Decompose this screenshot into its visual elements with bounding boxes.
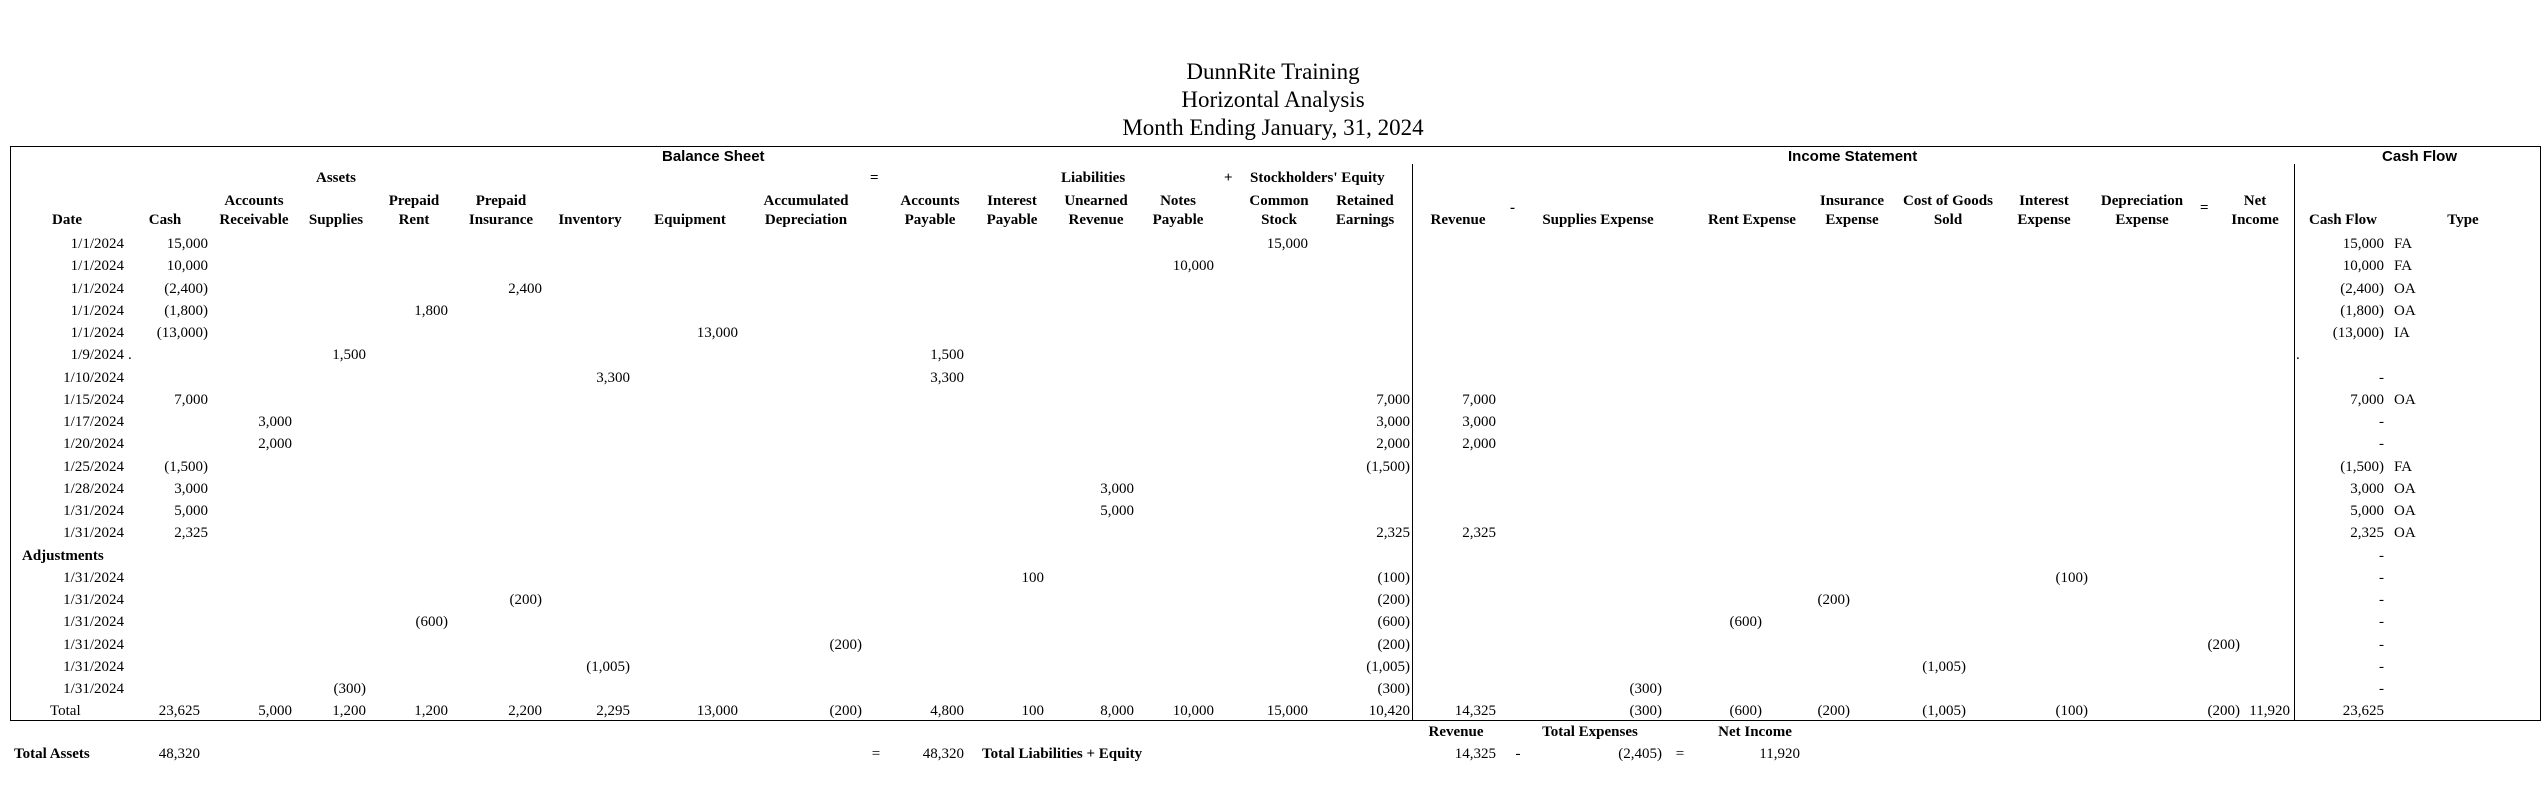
total-unearned-revenue: 8,000	[1100, 703, 1134, 720]
cell-date: 1/1/2024	[70, 258, 124, 275]
summary-equals: =	[871, 746, 881, 762]
cell-type: OA	[2394, 503, 2416, 519]
cell-insurance-expense: (200)	[1817, 592, 1850, 608]
cell-retained-earnings: (600)	[1377, 614, 1410, 631]
cell-cash: 2,325	[174, 525, 208, 542]
cell-cf: -	[2379, 658, 2384, 675]
header-notes-payable: Notes Payable	[1152, 193, 1204, 228]
summary-eq: =	[1675, 746, 1685, 762]
header-accum-dep: Accumulated Depreciation	[763, 193, 849, 228]
total-depreciation-expense: (200)	[2207, 703, 2240, 720]
cell-date: 1/25/2024	[63, 458, 124, 475]
cell-accum-dep: (200)	[829, 636, 862, 653]
cell-ap: 3,300	[930, 369, 964, 386]
cell-cash: (13,000)	[156, 325, 208, 341]
cell-cf: -	[2379, 436, 2384, 453]
header-type: Type	[2447, 212, 2479, 228]
cell-type: IA	[2394, 325, 2410, 341]
cell-revenue: 3,000	[1462, 414, 1496, 430]
cell-type: OA	[2394, 302, 2416, 319]
cell-cf: -	[2379, 614, 2384, 631]
summary-revenue-label: Revenue	[1428, 724, 1484, 740]
cell-cash: 7,000	[174, 391, 208, 408]
group-assets: Assets	[316, 170, 356, 186]
cell-cogs: (1,005)	[1922, 658, 1966, 675]
cell-cf: -	[2379, 681, 2384, 697]
totals-label: Total	[50, 703, 81, 720]
cell-cf: (1,800)	[2340, 302, 2384, 319]
cell-cf: 3,000	[2350, 480, 2384, 497]
header-ar: Accounts Receivable	[219, 193, 289, 228]
cell-retained-earnings: 7,000	[1376, 391, 1410, 408]
cell-cf: .	[2296, 347, 2300, 364]
cell-cf: (1,500)	[2340, 458, 2384, 475]
total-retained-earnings: 10,420	[1368, 703, 1410, 720]
cell-interest-expense: (100)	[2055, 569, 2088, 586]
cell-retained-earnings: 3,000	[1376, 414, 1410, 430]
cell-rent-expense: (600)	[1729, 614, 1762, 631]
total-common-stock: 15,000	[1266, 703, 1308, 720]
cell-cash: .	[128, 347, 132, 364]
total-equipment: 13,000	[696, 703, 738, 720]
header-net-income: Net Income	[2231, 193, 2279, 228]
cell-common-stock: 15,000	[1266, 236, 1308, 252]
total-revenue: 14,325	[1454, 703, 1496, 720]
total-cash: 23,625	[158, 703, 200, 720]
header-common-stock: Common Stock	[1249, 193, 1309, 228]
total-accum-dep: (200)	[829, 703, 862, 720]
cell-cash: 5,000	[174, 503, 208, 519]
total-notes-payable: 10,000	[1172, 703, 1214, 720]
cell-date: 1/31/2024	[63, 503, 124, 519]
cell-type: FA	[2394, 236, 2413, 252]
header-cash: Cash	[148, 212, 182, 228]
header-operator-eq: =	[2200, 200, 2209, 216]
group-equals: =	[870, 170, 879, 186]
header-supplies-expense: Supplies Expense	[1542, 212, 1654, 228]
cell-cf: -	[2379, 636, 2384, 653]
total-net-income: 11,920	[2249, 703, 2290, 720]
cell-type: OA	[2394, 280, 2416, 297]
cell-prepaid-insurance: (200)	[509, 592, 542, 608]
cell-ar: 3,000	[258, 414, 292, 430]
cell-cf: 2,325	[2350, 525, 2384, 542]
report-analysis-title: Horizontal Analysis	[1181, 87, 1365, 112]
total-cf: 23,625	[2342, 703, 2384, 720]
cell-date: 1/10/2024	[63, 369, 124, 386]
header-cf: Cash Flow	[2309, 212, 2377, 228]
cell-retained-earnings: (200)	[1377, 592, 1410, 608]
cell-interest-payable: 100	[1021, 569, 1044, 586]
header-revenue: Revenue	[1430, 212, 1486, 228]
cell-supplies: (300)	[333, 681, 366, 697]
cell-revenue: 2,000	[1462, 436, 1496, 453]
cell-cf: -	[2379, 369, 2384, 386]
cell-cf: (2,400)	[2340, 280, 2384, 297]
cell-equipment: 13,000	[696, 325, 738, 341]
group-plus: +	[1224, 170, 1233, 186]
total-le-value: 48,320	[922, 746, 964, 762]
total-cogs: (1,005)	[1922, 703, 1966, 720]
divider-income-cashflow	[2294, 164, 2295, 721]
cell-cf: 7,000	[2350, 391, 2384, 408]
header-supplies: Supplies	[308, 212, 364, 228]
group-equity: Stockholders' Equity	[1250, 170, 1385, 186]
total-rent-expense: (600)	[1729, 703, 1762, 720]
cell-date: 1/9/2024	[70, 347, 124, 364]
cell-cf: 10,000	[2342, 258, 2384, 275]
header-interest-payable: Interest Payable	[986, 193, 1038, 228]
summary-minus: -	[1515, 746, 1521, 762]
summary-net-income-label: Net Income	[1718, 724, 1792, 740]
cell-revenue: 2,325	[1462, 525, 1496, 542]
cell-cash: (1,500)	[164, 458, 208, 475]
cell-type: FA	[2394, 258, 2413, 275]
cell-cash: (1,800)	[164, 302, 208, 319]
cell-retained-earnings: (300)	[1377, 681, 1410, 697]
cell-cf: -	[2379, 547, 2384, 564]
adjustments-label: Adjustments	[22, 547, 104, 564]
cell-prepaid-rent: (600)	[415, 614, 448, 631]
header-insurance-expense: Insurance Expense	[1819, 193, 1885, 228]
cell-supplies: 1,500	[332, 347, 366, 364]
cell-cash: 10,000	[166, 258, 208, 275]
header-retained-earnings: Retained Earnings	[1335, 193, 1395, 228]
cell-cash: 15,000	[166, 236, 208, 252]
cell-date: 1/28/2024	[63, 480, 124, 497]
cell-date: 1/31/2024	[63, 592, 124, 608]
header-unearned-revenue: Unearned Revenue	[1064, 193, 1128, 228]
cell-date: 1/31/2024	[63, 636, 124, 653]
section-income-statement: Income Statement	[1788, 148, 1918, 165]
cell-type: FA	[2394, 458, 2413, 475]
header-prepaid-rent: Prepaid Rent	[388, 193, 440, 228]
summary-net-income-value: 11,920	[1759, 746, 1800, 762]
cell-inventory: (1,005)	[586, 658, 630, 675]
header-depreciation-expense: Depreciation Expense	[2100, 193, 2184, 228]
cell-cf: 15,000	[2342, 236, 2384, 252]
cell-retained-earnings: (100)	[1377, 569, 1410, 586]
total-prepaid-rent: 1,200	[414, 703, 448, 720]
cell-prepaid-insurance: 2,400	[508, 280, 542, 297]
cell-cash: (2,400)	[164, 280, 208, 297]
total-assets-label: Total Assets	[14, 746, 90, 762]
cell-unearned-revenue: 3,000	[1100, 480, 1134, 497]
divider-balance-income	[1412, 164, 1413, 721]
cell-retained-earnings: (200)	[1377, 636, 1410, 653]
summary-revenue-value: 14,325	[1454, 746, 1496, 762]
cell-depreciation-expense: (200)	[2207, 636, 2240, 653]
cell-date: 1/15/2024	[63, 391, 124, 408]
section-cash-flow: Cash Flow	[2382, 148, 2458, 165]
cell-ar: 2,000	[258, 436, 292, 453]
cell-type: OA	[2394, 525, 2416, 542]
cell-prepaid-rent: 1,800	[414, 302, 448, 319]
cell-cf: (13,000)	[2332, 325, 2384, 341]
cell-date: 1/20/2024	[63, 436, 124, 453]
group-liabilities: Liabilities	[1061, 170, 1126, 186]
cell-date: 1/1/2024	[70, 325, 124, 341]
cell-supplies-expense: (300)	[1629, 681, 1662, 697]
total-assets-value: 48,320	[158, 746, 200, 762]
header-equipment: Equipment	[654, 212, 726, 228]
total-prepaid-insurance: 2,200	[508, 703, 542, 720]
cell-cash: 3,000	[174, 480, 208, 497]
header-inventory: Inventory	[558, 212, 622, 228]
total-inventory: 2,295	[596, 703, 630, 720]
cell-date: 1/1/2024	[70, 280, 124, 297]
header-cogs: Cost of Goods Sold	[1902, 193, 1993, 228]
cell-cf: -	[2379, 592, 2384, 608]
header-operator-minus: -	[1510, 200, 1515, 216]
cell-date: 1/31/2024	[63, 614, 124, 631]
total-interest-expense: (100)	[2055, 703, 2088, 720]
cell-ap: 1,500	[930, 347, 964, 364]
cell-retained-earnings: 2,000	[1376, 436, 1410, 453]
summary-total-expenses-label: Total Expenses	[1542, 724, 1638, 740]
report-period-title: Month Ending January, 31, 2024	[1122, 115, 1424, 140]
cell-type: OA	[2394, 480, 2416, 497]
cell-cf: 5,000	[2350, 503, 2384, 519]
total-insurance-expense: (200)	[1817, 703, 1850, 720]
header-date: Date	[52, 212, 82, 228]
cell-unearned-revenue: 5,000	[1100, 503, 1134, 519]
cell-date: 1/1/2024	[70, 236, 124, 252]
cell-notes-payable: 10,000	[1172, 258, 1214, 275]
cell-cf: -	[2379, 569, 2384, 586]
total-ap: 4,800	[930, 703, 964, 720]
header-ap: Accounts Payable	[900, 193, 960, 228]
cell-cf: -	[2379, 414, 2384, 430]
cell-retained-earnings: (1,005)	[1366, 658, 1410, 675]
header-rent-expense: Rent Expense	[1708, 212, 1796, 228]
cell-retained-earnings: 2,325	[1376, 525, 1410, 542]
total-interest-payable: 100	[1021, 703, 1044, 720]
cell-date: 1/17/2024	[63, 414, 124, 430]
cell-date: 1/31/2024	[63, 658, 124, 675]
cell-date: 1/31/2024	[63, 681, 124, 697]
total-supplies-expense: (300)	[1629, 703, 1662, 720]
total-supplies: 1,200	[332, 703, 366, 720]
total-le-label: Total Liabilities + Equity	[982, 746, 1143, 762]
cell-retained-earnings: (1,500)	[1366, 458, 1410, 475]
cell-date: 1/31/2024	[63, 525, 124, 542]
cell-type: OA	[2394, 391, 2416, 408]
section-balance-sheet: Balance Sheet	[662, 148, 765, 165]
total-ar: 5,000	[258, 703, 292, 720]
cell-inventory: 3,300	[596, 369, 630, 386]
header-interest-expense: Interest Expense	[2017, 193, 2071, 228]
header-prepaid-insurance: Prepaid Insurance	[468, 193, 534, 228]
cell-revenue: 7,000	[1462, 391, 1496, 408]
cell-date: 1/31/2024	[63, 569, 124, 586]
report-company-title: DunnRite Training	[1186, 59, 1360, 84]
summary-total-expenses-value: (2,405)	[1618, 746, 1662, 762]
cell-date: 1/1/2024	[70, 302, 124, 319]
